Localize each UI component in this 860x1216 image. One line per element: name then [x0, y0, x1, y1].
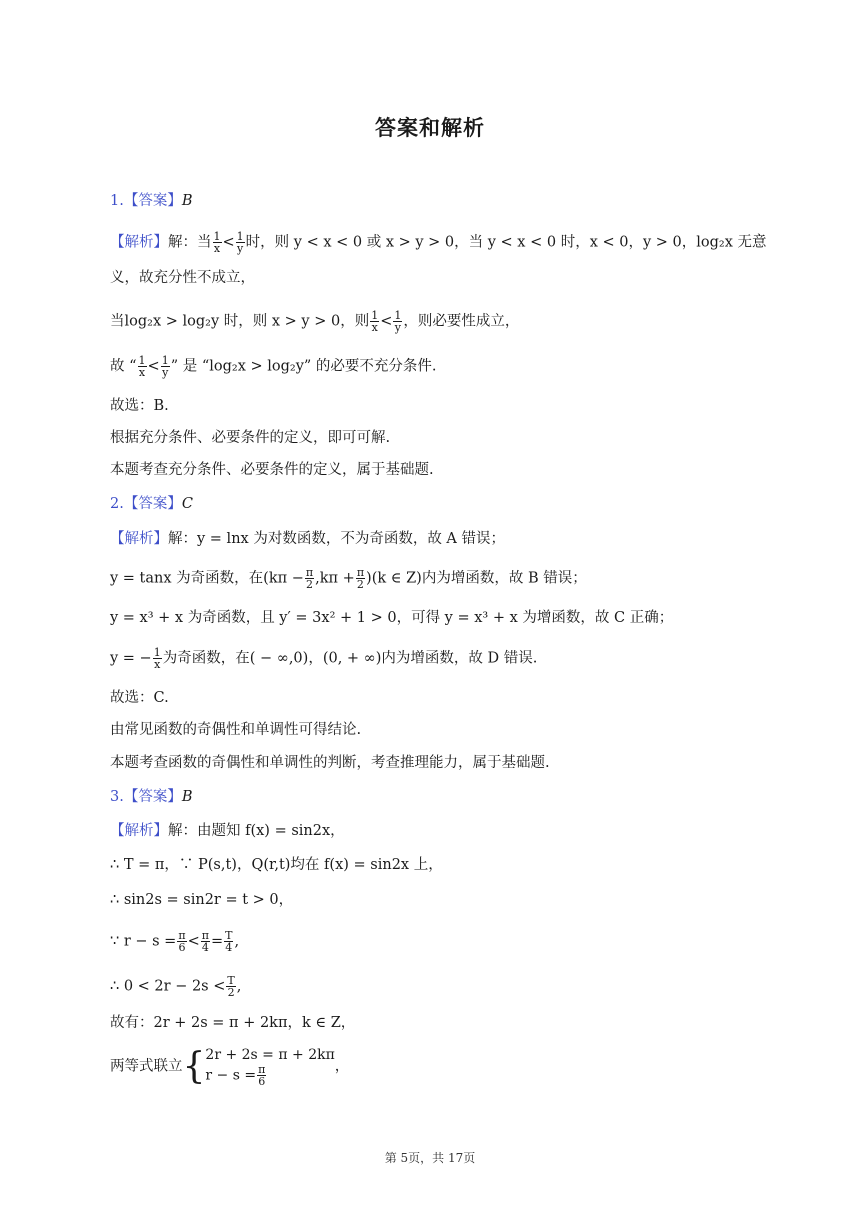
- q3-analysis-line-7: [110, 1046, 760, 1087]
- fraction: [177, 930, 186, 953]
- q2-analysis-line-3: y = x³ + x 为奇函数，且 y′ = 3x² + 1 > 0，可得 y = x³ + x 为增函数，故 C 正确；: [110, 610, 674, 626]
- q1-method-line: 根据充分条件、必要条件的定义，即可可解.: [110, 430, 391, 446]
- q3-analysis-line-3: ∴ sin2s = sin2r = t > 0，: [110, 892, 294, 908]
- numerator: T: [225, 929, 233, 942]
- text: ，: [334, 1058, 350, 1075]
- q3-analysis-line-6: 故有：2r + 2s = π + 2kπ，k ∈ Z，: [110, 1015, 356, 1031]
- text: 为奇函数，在( − ∞,0)，(0, + ∞)内为增函数，故 D 错误.: [162, 650, 538, 667]
- fraction: [226, 975, 235, 998]
- numerator: 1: [138, 354, 146, 367]
- equation-row-2: [205, 1064, 334, 1087]
- text: y = tanx 为奇函数，在(kπ −: [110, 570, 304, 587]
- text: ∴ 0 < 2r − 2s <: [110, 978, 226, 995]
- fraction: [224, 930, 233, 953]
- fraction: [161, 355, 170, 378]
- brace-symbol: {: [182, 1045, 206, 1087]
- q3-analysis-tag: 【解析】: [110, 823, 168, 839]
- q3-analysis-line-2: ∴ T = π，∵ P(s,t)，Q(r,t)均在 f(x) = sin2x 上，: [110, 857, 443, 873]
- fraction: [305, 567, 314, 590]
- text: 时，则 y < x < 0 或 x > y > 0，当 y < x < 0 时，x < 0，y > 0，log₂x 无意: [245, 234, 767, 251]
- text: )(k ∈ Z)内为增函数，故 B 错误；: [366, 570, 587, 587]
- q1-choice-line: 故选：B.: [110, 398, 169, 414]
- numerator: 1: [153, 646, 161, 659]
- denominator: 6: [178, 941, 186, 954]
- fraction: [153, 647, 162, 670]
- q3-number: 3.: [110, 789, 124, 805]
- text: 解：y = lnx 为对数函数，不为奇函数，故 A 错误；: [168, 531, 506, 547]
- q2-analysis-line-4: [110, 647, 760, 670]
- q1-analysis-line-2: 义，故充分性不成立，: [110, 270, 255, 286]
- text: 两等式联立: [110, 1058, 183, 1075]
- text: <: [222, 234, 235, 251]
- q2-answer-value: C: [181, 496, 193, 512]
- q3-answer-value: B: [181, 789, 193, 805]
- fraction: [201, 930, 210, 953]
- numerator: π: [356, 566, 365, 579]
- q3-analysis-line-4: [110, 930, 760, 953]
- text: ,kπ +: [315, 570, 355, 587]
- fraction: [356, 567, 365, 590]
- text: <: [187, 933, 200, 950]
- numerator: π: [258, 1063, 266, 1076]
- q3-analysis-line-1: [110, 821, 760, 841]
- q2-analysis-tag: 【解析】: [110, 531, 168, 547]
- denominator: y: [162, 366, 169, 379]
- q3-analysis-line-5: [110, 975, 760, 998]
- q2-answer-header: [110, 494, 760, 514]
- text: 解：由题知 f(x) = sin2x，: [168, 823, 345, 839]
- fraction: [257, 1064, 266, 1087]
- text: 解：当: [168, 234, 212, 251]
- q1-analysis-tag: 【解析】: [110, 234, 168, 251]
- text: ” 是 “log₂x > log₂y” 的必要不充分条件.: [170, 358, 437, 375]
- denominator: x: [213, 242, 221, 255]
- fraction: [370, 310, 379, 333]
- denominator: 2: [306, 578, 313, 591]
- text: 故 “: [110, 358, 137, 375]
- fraction: [236, 231, 245, 254]
- denominator: 2: [227, 986, 235, 999]
- q3-answer-header: [110, 787, 760, 807]
- text: ,: [234, 933, 240, 950]
- denominator: 4: [225, 941, 233, 954]
- q1-answer-header: [110, 191, 760, 211]
- text: ∵ r − s =: [110, 933, 177, 950]
- denominator: x: [371, 321, 378, 334]
- q1-answer-value: B: [181, 193, 193, 209]
- equation-system: [205, 1046, 334, 1087]
- numerator: 1: [213, 230, 221, 243]
- numerator: 1: [371, 309, 379, 322]
- q2-answer-tag: 【答案】: [123, 496, 182, 512]
- text: ，则必要性成立，: [403, 313, 520, 330]
- text: =: [210, 933, 224, 950]
- text: <: [147, 358, 160, 375]
- numerator: π: [201, 929, 209, 942]
- q1-analysis-line-3: [110, 310, 760, 333]
- q1-answer-tag: 【答案】: [123, 193, 182, 209]
- q2-method-line: 由常见函数的奇偶性和单调性可得结论.: [110, 722, 362, 738]
- fraction: [138, 355, 147, 378]
- numerator: 1: [236, 230, 244, 243]
- q1-analysis-line-4: [110, 355, 760, 378]
- numerator: π: [178, 929, 186, 942]
- page-title: 答案和解析: [375, 116, 485, 140]
- numerator: 1: [394, 309, 402, 322]
- q2-number: 2.: [110, 496, 124, 512]
- q1-comment-line: 本题考查充分条件、必要条件的定义，属于基础题.: [110, 462, 434, 478]
- denominator: y: [394, 321, 401, 334]
- denominator: 6: [258, 1075, 266, 1088]
- numerator: 1: [161, 354, 169, 367]
- q1-number: 1.: [110, 193, 124, 209]
- denominator: 4: [201, 941, 209, 954]
- denominator: x: [138, 366, 146, 379]
- q2-analysis-line-2: [110, 567, 760, 590]
- page-footer: 第 5页，共 17页: [384, 1151, 476, 1165]
- numerator: T: [227, 974, 235, 987]
- fraction: [393, 310, 402, 333]
- q2-analysis-line-1: [110, 529, 760, 549]
- denominator: y: [237, 242, 244, 255]
- fraction: [213, 231, 222, 254]
- text: 当log₂x > log₂y 时，则 x > y > 0，则: [110, 313, 370, 330]
- denominator: x: [154, 658, 161, 671]
- text: ,: [236, 978, 242, 995]
- text: r − s =: [205, 1067, 257, 1084]
- denominator: 2: [356, 578, 364, 591]
- q1-analysis-line-1: [110, 230, 767, 255]
- numerator: π: [305, 566, 314, 579]
- q3-answer-tag: 【答案】: [123, 789, 182, 805]
- text: <: [380, 313, 393, 330]
- equation-row-1: 2r + 2s = π + 2kπ: [205, 1047, 335, 1063]
- q2-choice-line: 故选：C.: [110, 690, 169, 706]
- text: y = −: [110, 650, 152, 667]
- q2-comment-line: 本题考查函数的奇偶性和单调性的判断，考查推理能力，属于基础题.: [110, 755, 550, 771]
